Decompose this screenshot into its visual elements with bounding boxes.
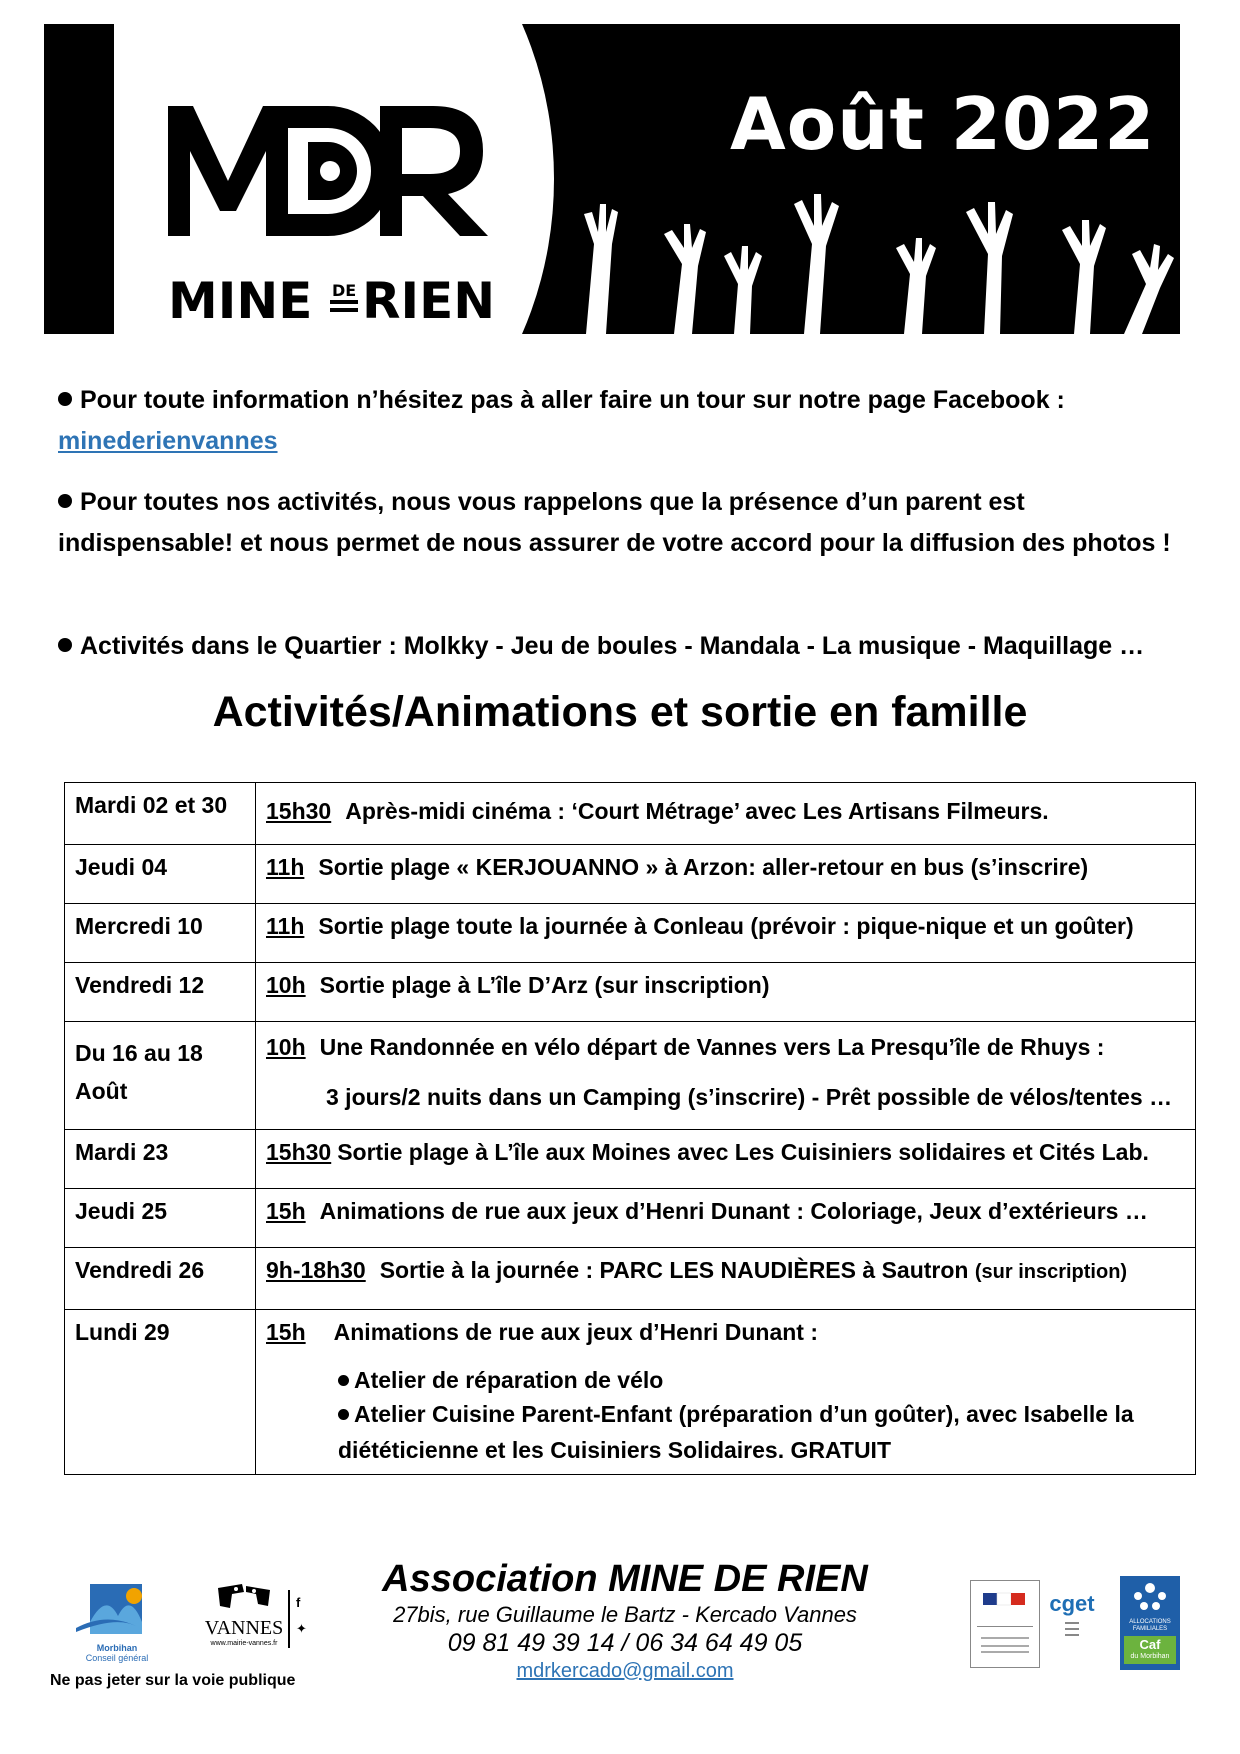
logo-name-mid: DE — [332, 281, 357, 300]
caf-top-label: ALLOCATIONS FAMILIALES — [1129, 1619, 1171, 1632]
list-item — [266, 1396, 1185, 1468]
bullet-icon — [338, 1375, 349, 1386]
caf-sublabel: du Morbihan — [1130, 1653, 1170, 1660]
row-day: Mardi 02 et 30 — [65, 783, 256, 845]
row-day: Jeudi 25 — [65, 1189, 256, 1248]
social-icons — [296, 1590, 307, 1642]
row-day: Vendredi 26 — [65, 1248, 256, 1310]
row-note: (sur inscription) — [974, 1261, 1128, 1283]
row-activity — [256, 1248, 1196, 1310]
header-left-band — [44, 24, 114, 334]
row-time: 10h — [266, 1034, 306, 1060]
table-row — [65, 1130, 1196, 1189]
logo-name-left: MINE — [168, 272, 313, 330]
row-text: Sortie à la journée : PARC LES NAUDIÈRES à Sautron — [379, 1257, 969, 1283]
logo-name-right: RIEN — [362, 272, 496, 330]
header-banner — [44, 24, 1180, 334]
schedule-table — [64, 782, 1196, 1475]
vannes-sublabel: www.mairie-vannes.fr — [210, 1640, 278, 1647]
row-day — [65, 1022, 256, 1130]
row-text: Sortie plage « KERJOUANNO » à Arzon: aller-retour en bus (s’inscrire) — [318, 854, 1089, 880]
info-quartier-text: Activités dans le Quartier : Molkky - Jeu de boules - Mandala - La musique - Maquillage … — [80, 632, 1145, 660]
raised-hands-illustration — [514, 174, 1180, 334]
row-activity — [256, 1130, 1196, 1189]
vannes-divider — [288, 1590, 290, 1648]
month-title: Août 2022 — [730, 82, 1156, 166]
row-text: Après-midi cinéma : ‘Court Métrage’ avec Les Artisans Filmeurs. — [345, 798, 1049, 824]
row-text: Sortie plage toute la journée à Conleau (prévoir : pique-nique et un goûter) — [318, 913, 1134, 939]
section-title: Activités/Animations et sortie en famille — [212, 688, 1028, 736]
row-activity — [256, 1022, 1196, 1130]
bullet-icon — [58, 638, 72, 652]
caf-label: Caf — [1139, 1637, 1161, 1652]
row-activity — [256, 963, 1196, 1022]
marianne-logo — [970, 1580, 1040, 1668]
row-text: Animations de rue aux jeux d’Henri Dunant : Coloriage, Jeux d’extérieurs … — [319, 1198, 1148, 1224]
row-activity — [256, 1310, 1196, 1475]
row-activity — [256, 904, 1196, 963]
row-day: Jeudi 04 — [65, 845, 256, 904]
info-quartier — [58, 626, 1188, 667]
table-row — [65, 1022, 1196, 1130]
caf-badge — [1124, 1636, 1176, 1664]
row-text: Sortie plage à L’île aux Moines avec Les Cuisiniers solidaires et Cités Lab. — [337, 1139, 1149, 1165]
table-row — [65, 1248, 1196, 1310]
vannes-label: VANNES — [204, 1617, 284, 1639]
caf-family-icon — [1130, 1580, 1170, 1614]
table-row — [65, 963, 1196, 1022]
facebook-link[interactable]: minederienvannes — [58, 427, 278, 455]
org-email-link[interactable]: mdrkercado@gmail.com — [516, 1660, 734, 1682]
caf-logo — [1120, 1576, 1180, 1670]
org-name: Association MINE DE RIEN — [382, 1558, 868, 1600]
bullet-icon — [338, 1409, 349, 1420]
table-row — [65, 783, 1196, 845]
row-text: Sortie plage à L’île D’Arz (sur inscription) — [319, 972, 770, 998]
morbihan-logo — [76, 1582, 158, 1663]
row-text: Une Randonnée en vélo départ de Vannes vers La Presqu’île de Rhuys : — [319, 1034, 1105, 1060]
french-flag-icon — [971, 1581, 1039, 1611]
list-item-text: Atelier de réparation de vélo — [354, 1367, 664, 1393]
table-row — [65, 1310, 1196, 1475]
footer-note: Ne pas jeter sur la voie publique — [50, 1672, 296, 1689]
row-activity — [256, 1189, 1196, 1248]
row-time: 15h30 — [266, 1139, 332, 1165]
row-time: 11h — [266, 854, 305, 880]
list-item-text: Atelier Cuisine Parent-Enfant (préparation d’un goûter), avec Isabelle la diététicienne et les Cuisiniers Solidaires. GRATUIT — [338, 1401, 1134, 1463]
row-time: 10h — [266, 972, 306, 998]
facebook-icon: f — [296, 1595, 301, 1610]
row-text: Animations de rue aux jeux d’Henri Dunant : — [333, 1319, 818, 1345]
bullet-icon — [58, 392, 72, 406]
bullet-icon — [58, 494, 72, 508]
row-extra: 3 jours/2 nuits dans un Camping (s’inscrire) - Prêt possible de vélos/tentes … — [326, 1084, 1173, 1110]
table-row — [65, 845, 1196, 904]
cget-logo — [1044, 1592, 1100, 1666]
org-address: 27bis, rue Guillaume le Bartz - Kercado Vannes — [393, 1602, 857, 1627]
footer-organization — [380, 1556, 870, 1684]
vannes-ermine-icon — [214, 1580, 274, 1612]
row-time: 9h-18h30 — [266, 1257, 366, 1283]
row-day: Mardi 23 — [65, 1130, 256, 1189]
row-time: 11h — [266, 913, 305, 939]
table-row — [65, 1189, 1196, 1248]
row-activity — [256, 845, 1196, 904]
morbihan-sublabel: Conseil général — [85, 1653, 149, 1663]
row-activity — [256, 783, 1196, 845]
row-time: 15h30 — [266, 798, 332, 824]
row-day: Vendredi 12 — [65, 963, 256, 1022]
info-parent — [58, 482, 1188, 564]
info-facebook — [58, 380, 1188, 462]
morbihan-label: Morbihan — [96, 1643, 138, 1653]
row-day: Mercredi 10 — [65, 904, 256, 963]
row-day: Lundi 29 — [65, 1310, 256, 1475]
row-time: 15h — [266, 1198, 306, 1224]
org-phones: 09 81 49 39 14 / 06 34 64 49 05 — [447, 1629, 803, 1657]
mine-de-rien-logo — [148, 86, 528, 334]
row-day-text: Du 16 au 18 Août — [75, 1040, 203, 1104]
info-parent-text: Pour toutes nos activités, nous vous rappelons que la présence d’un parent est indispensable! et nous permet de nous assurer de votre accord pour la diffusion des photos ! — [58, 488, 1171, 557]
row-time: 15h — [266, 1319, 306, 1345]
table-row — [65, 904, 1196, 963]
morbihan-emblem-icon — [76, 1582, 158, 1638]
vannes-logo — [204, 1580, 284, 1654]
info-facebook-text: Pour toute information n’hésitez pas à aller faire un tour sur notre page Facebook : — [80, 386, 1065, 414]
list-item — [266, 1348, 1185, 1396]
cget-label: cget — [1049, 1591, 1095, 1616]
twitter-icon: ✦ — [296, 1621, 307, 1636]
